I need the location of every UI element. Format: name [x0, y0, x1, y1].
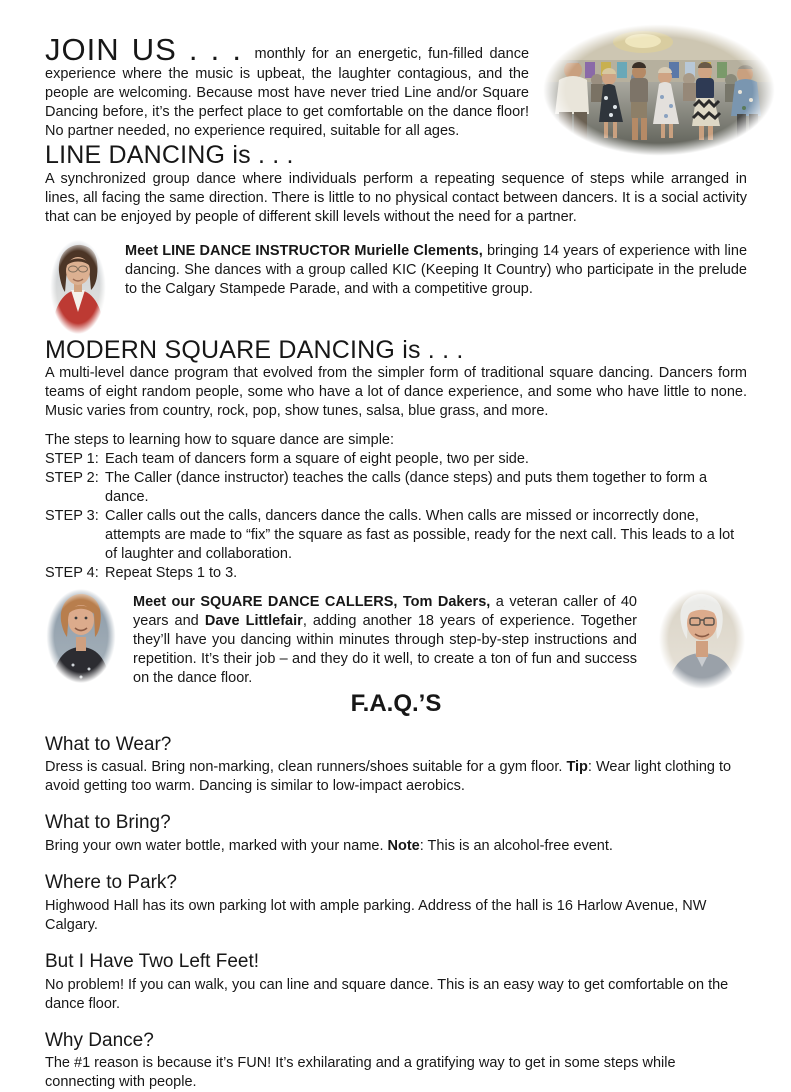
faq-answer-bold: Note — [387, 838, 420, 855]
join-us-body: monthly for an energetic, fun-filled dance experience where the music is upbeat, the laughter contagious, and the people are welcoming. Because most have never tried Line and/or Square Dancing before, it’s the perfect place to get comfortable on the dance floor! No partner needed, no experience required, suitable for all ages. — [45, 46, 530, 139]
callers-body: , adding another 18 years of experience. Together they’ll have you dancing within minutes through step-by-step instructions and repetition. It’s their job – and they do it well, to create a ton of fun and success on the dance floor. — [133, 613, 637, 687]
faq-answer — [45, 897, 747, 935]
callers-bold-name: Dave Littlefair — [204, 613, 303, 630]
murielle-clements-photo — [49, 238, 107, 336]
dave-littlefair-photo — [657, 587, 747, 691]
steps-intro: The steps to learning how to square dance are simple: — [45, 432, 395, 449]
step-text: Each team of dancers form a square of eight people, two per side. — [105, 451, 529, 468]
line-dancing-heading: LINE DANCING is . . . — [45, 140, 294, 169]
square-dancing-heading: MODERN SQUARE DANCING is . . . — [45, 335, 464, 364]
faq-item-left-feet — [45, 951, 747, 1014]
faq-question: What to Wear? — [45, 733, 172, 755]
step-label: STEP 4: — [45, 565, 99, 582]
callers-paragraph — [133, 593, 637, 688]
faq-answer-text: Bring your own water bottle, marked with your name. — [45, 838, 388, 855]
step-text: The Caller (dance instructor) teaches the calls (dance steps) and puts them together to form a dance. — [105, 470, 708, 506]
dance-hall-photo-graphic — [539, 22, 779, 158]
faq-item-bring — [45, 812, 747, 856]
faq-answer-text: : Wear light clothing to avoid getting too warm. Dancing is similar to low-impact aerobics. — [45, 759, 732, 795]
faq-item-why-dance — [45, 1030, 747, 1092]
faq-answer — [45, 976, 747, 1014]
instructor-bold-intro: Meet LINE DANCE INSTRUCTOR Murielle Clements, — [125, 242, 483, 259]
tom-dakers-photo — [45, 587, 117, 685]
join-us-heading: JOIN US . . . — [45, 32, 242, 67]
dance-hall-photo — [539, 22, 779, 158]
faq-question: Where to Park? — [45, 872, 177, 894]
faq-answer-text: Highwood Hall has its own parking lot with ample parking. Address of the hall is 16 Harlow Avenue, NW Calgary. — [45, 897, 707, 933]
faq-question: But I Have Two Left Feet! — [45, 950, 260, 972]
faq-answer — [45, 1054, 747, 1092]
step-text: Repeat Steps 1 to 3. — [105, 565, 238, 582]
step-label: STEP 2: — [45, 470, 99, 487]
faq-answer — [45, 758, 747, 796]
faq-answer-text: : This is an alcohol-free event. — [419, 838, 613, 855]
join-us-paragraph — [45, 34, 529, 141]
step-text: Caller calls out the calls, dancers dance the calls. When calls are missed or incorrectly done, attempts are made to “fix” the square as fast as possible, ready for the next call. This leads to a lot of laughter and collaboration. — [105, 508, 735, 563]
step-row-1 — [45, 450, 747, 469]
step-row-4 — [45, 564, 747, 583]
instructor-body: bringing 14 years of experience with line dancing. She dances with a group called KIC (Keeping It Country) who participate in the prelude to the Calgary Stampede Parade, and with a competitive group. — [125, 242, 748, 297]
faq-item-wear — [45, 734, 747, 797]
faq-answer-text: No problem! If you can walk, you can line and square dance. This is an easy way to get comfortable on the dance floor. — [45, 976, 729, 1012]
faq-answer — [45, 837, 747, 856]
faq-answer-text: Dress is casual. Bring non-marking, clean runners/shoes suitable for a gym floor. — [45, 759, 567, 776]
callers-bold-intro: Meet our SQUARE DANCE CALLERS, Tom Dakers, — [133, 594, 491, 611]
faq-item-park — [45, 872, 747, 935]
instructor-section — [49, 238, 747, 336]
faq-answer-bold: Tip — [566, 759, 588, 776]
instructor-paragraph — [125, 242, 747, 299]
faq-question: What to Bring? — [45, 812, 171, 834]
step-row-3 — [45, 507, 747, 564]
callers-mid: a veteran caller of 40 years and — [133, 594, 637, 630]
square-dancing-body: A multi-level dance program that evolved from the simpler form of traditional square dancing. Dancers form teams of eight random people, some who have a lot of dance experience, and some who have little to none. Music varies from country, rock, pop, show tunes, salsa, blue grass, and more. — [45, 365, 747, 420]
line-dancing-body: A synchronized group dance where individuals perform a repeating sequence of steps while arranged in lines, all facing the same direction. There is little to no physical contact between dancers. It is a social activity that can be enjoyed by people of different skill levels without the need for a partner. — [45, 170, 747, 225]
step-label: STEP 3: — [45, 508, 99, 525]
faq-answer-text: The #1 reason is because it’s FUN! It’s exhilarating and a gratifying way to get in some steps while connecting with people. — [45, 1055, 676, 1091]
step-row-2 — [45, 469, 747, 507]
callers-section — [45, 587, 747, 691]
step-label: STEP 1: — [45, 451, 99, 468]
faq-question: Why Dance? — [45, 1029, 154, 1051]
faq-heading: F.A.Q.’S — [350, 690, 442, 718]
